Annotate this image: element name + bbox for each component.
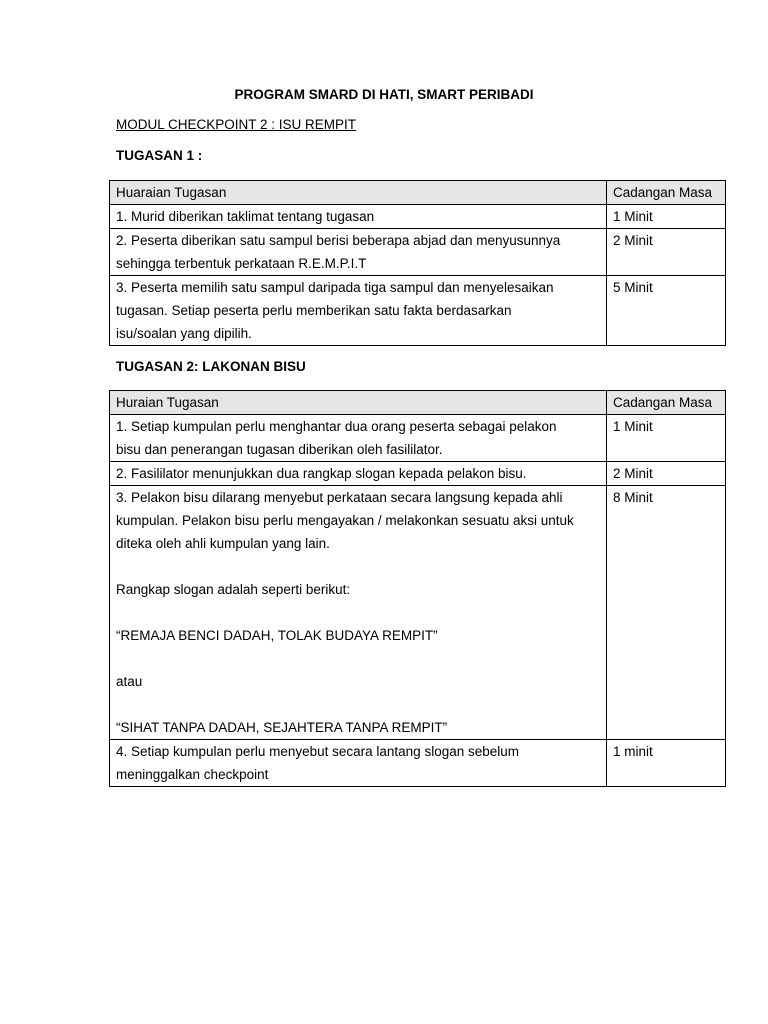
task-description: 1. Murid diberikan taklimat tentang tugasan	[110, 205, 607, 229]
task2-table	[109, 390, 726, 787]
task-description: 3. Pelakon bisu dilarang menyebut perkataan secara langsung kepada ahli kumpulan. Pelakon bisu perlu mengayakan / melakonkan sesuatu aksi untuk diteka oleh ahli kumpulan yang lain. Rangkap slogan adalah seperti berikut: “REMAJA BENCI DADAH, TOLAK BUDAYA REMPIT” atau “SIHAT TANPA DADAH, SEJAHTERA TANPA REMPIT”	[110, 486, 607, 740]
task-time: 1 minit	[607, 740, 726, 787]
task-time: 5 Minit	[607, 276, 726, 346]
task-time: 8 Minit	[607, 486, 726, 740]
task-description: 2. Peserta diberikan satu sampul berisi beberapa abjad dan menyusunnya sehingga terbentuk perkataan R.E.M.P.I.T	[110, 229, 607, 276]
table-row	[110, 205, 726, 229]
task-description: 4. Setiap kumpulan perlu menyebut secara lantang slogan sebelum meninggalkan checkpoint	[110, 740, 607, 787]
header-description: Huraian Tugasan	[110, 391, 607, 415]
task-description: 1. Setiap kumpulan perlu menghantar dua orang peserta sebagai pelakon bisu dan penerangan tugasan diberikan oleh fasililator.	[110, 415, 607, 462]
table-row	[110, 276, 726, 346]
task-time: 2 Minit	[607, 229, 726, 276]
task-time: 2 Minit	[607, 462, 726, 486]
table-row	[110, 462, 726, 486]
header-time: Cadangan Masa	[607, 391, 726, 415]
header-time: Cadangan Masa	[607, 181, 726, 205]
table-row	[110, 415, 726, 462]
task-description: 3. Peserta memilih satu sampul daripada tiga sampul dan menyelesaikan tugasan. Setiap peserta perlu memberikan satu fakta berdasarkan isu/soalan yang dipilih.	[110, 276, 607, 346]
task-time: 1 Minit	[607, 205, 726, 229]
task1-heading: TUGASAN 1 :	[116, 148, 203, 163]
document-title: PROGRAM SMARD DI HATI, SMART PERIBADI	[234, 87, 534, 102]
task2-heading: TUGASAN 2: LAKONAN BISU	[116, 359, 306, 374]
module-title: MODUL CHECKPOINT 2 : ISU REMPIT	[116, 117, 357, 132]
table-header-row	[110, 391, 726, 415]
table-header-row	[110, 181, 726, 205]
task-time: 1 Minit	[607, 415, 726, 462]
task1-table	[109, 180, 726, 346]
task-description: 2. Fasililator menunjukkan dua rangkap slogan kepada pelakon bisu.	[110, 462, 607, 486]
table-row	[110, 486, 726, 740]
table-row	[110, 229, 726, 276]
table-row	[110, 740, 726, 787]
header-description: Huaraian Tugasan	[110, 181, 607, 205]
